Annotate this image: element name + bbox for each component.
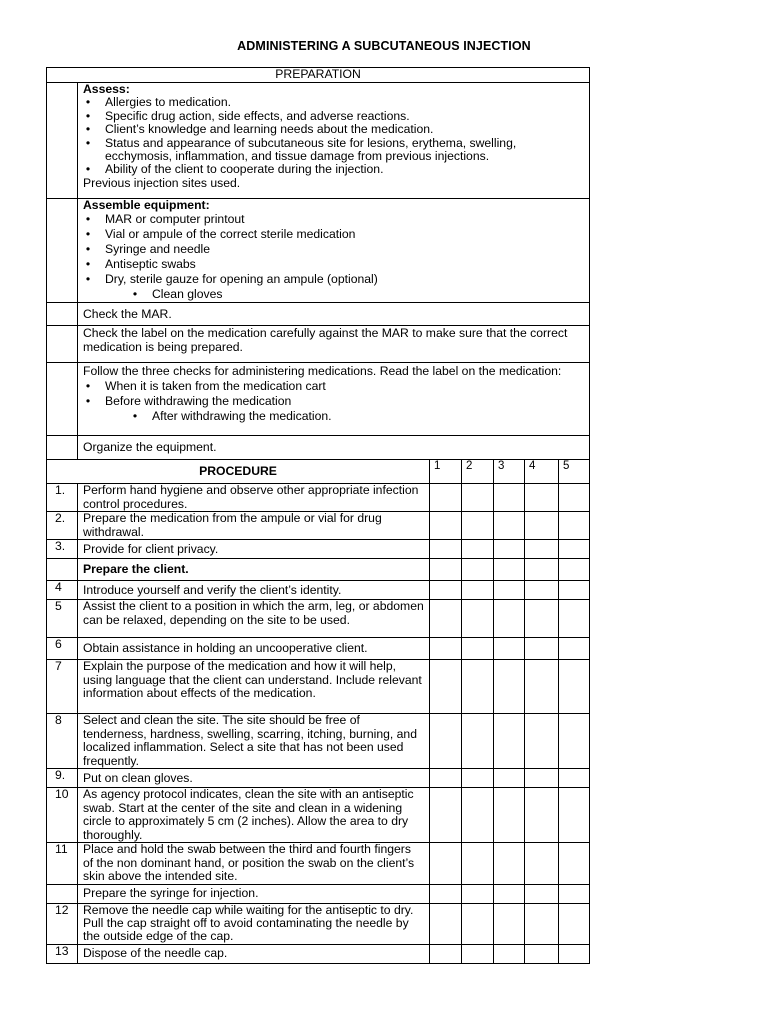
score-cell[interactable]: [430, 484, 462, 512]
equipment-cell: [78, 199, 590, 303]
score-cell[interactable]: [525, 660, 559, 714]
procedure-row: [47, 512, 590, 540]
score-cell[interactable]: [525, 714, 559, 769]
score-cell[interactable]: [525, 559, 559, 581]
step-number: 9.: [47, 769, 78, 788]
score-cell[interactable]: [494, 769, 525, 788]
procedure-row: [47, 638, 590, 660]
step-text: Put on clean gloves.: [78, 769, 430, 788]
step-number: [47, 884, 78, 903]
check-mar-row: [47, 303, 590, 326]
step-number: 2.: [47, 512, 78, 540]
procedure-row: [47, 769, 590, 788]
step-number: [47, 559, 78, 581]
empty-cell: [47, 363, 78, 436]
score-cell[interactable]: [559, 788, 590, 843]
procedure-row: [47, 581, 590, 600]
check-mar-heading: Check the MAR.: [78, 303, 590, 326]
assess-item: • Allergies to medication.: [105, 96, 584, 109]
step-number: 10: [47, 788, 78, 843]
score-cell[interactable]: [462, 540, 494, 559]
score-cell[interactable]: [494, 660, 525, 714]
step-text: Obtain assistance in holding an uncooperative client.: [78, 638, 430, 660]
empty-cell: [47, 326, 78, 363]
procedure-row: [47, 788, 590, 843]
three-checks-list: [83, 379, 584, 424]
score-column-header: 3: [494, 460, 525, 484]
three-checks-item: • When it is taken from the medication cart: [105, 379, 584, 394]
step-text: Select and clean the site. The site should be free of tenderness, hardness, swelling, scarring, itching, burning, and localized inflammation. Select a site that has not been used frequently.: [78, 714, 430, 769]
score-cell[interactable]: [430, 884, 462, 903]
score-cell[interactable]: [430, 600, 462, 638]
assess-list: [83, 96, 584, 176]
step-text: Place and hold the swab between the third and fourth fingers of the non dominant hand, or position the swab on the client’s skin above the intended site.: [78, 843, 430, 884]
score-cell[interactable]: [494, 581, 525, 600]
score-cell[interactable]: [462, 581, 494, 600]
step-number: 7: [47, 660, 78, 714]
three-checks-cell: [78, 363, 590, 436]
score-cell[interactable]: [462, 660, 494, 714]
score-cell[interactable]: [430, 512, 462, 540]
equipment-item: • Dry, sterile gauze for opening an ampule (optional): [105, 272, 584, 287]
step-number: 13: [47, 944, 78, 963]
score-cell[interactable]: [559, 843, 590, 884]
empty-cell: [47, 83, 78, 199]
step-text: Introduce yourself and verify the client’s identity.: [78, 581, 430, 600]
score-cell[interactable]: [494, 484, 525, 512]
score-cell[interactable]: [494, 788, 525, 843]
equipment-sub-item: • Clean gloves: [152, 287, 584, 302]
step-number: 4: [47, 581, 78, 600]
procedure-row: [47, 600, 590, 638]
assess-item: • Status and appearance of subcutaneous site for lesions, erythema, swelling, ecchymosis, inflammation, and tissue damage from previous injections.: [105, 137, 584, 164]
score-cell[interactable]: [559, 581, 590, 600]
empty-cell: [47, 436, 78, 460]
score-cell[interactable]: [462, 788, 494, 843]
score-cell[interactable]: [494, 638, 525, 660]
procedure-row: [47, 540, 590, 559]
procedure-row: [47, 884, 590, 903]
score-cell[interactable]: [525, 944, 559, 963]
score-cell[interactable]: [559, 944, 590, 963]
procedure-row: [47, 660, 590, 714]
score-cell[interactable]: [462, 512, 494, 540]
step-text: Prepare the syringe for injection.: [78, 884, 430, 903]
step-text: Prepare the client.: [78, 559, 430, 581]
score-cell[interactable]: [494, 903, 525, 944]
assess-row: [47, 83, 590, 199]
procedure-row: [47, 714, 590, 769]
procedure-row: [47, 559, 590, 581]
procedure-rows: [47, 484, 590, 963]
three-checks-item: • Before withdrawing the medication: [105, 394, 584, 409]
procedure-header: PROCEDURE: [47, 460, 430, 484]
assess-trailing: Previous injection sites used.: [83, 175, 241, 190]
score-column-header: 1: [430, 460, 462, 484]
score-cell[interactable]: [559, 559, 590, 581]
score-cell[interactable]: [559, 638, 590, 660]
score-cell[interactable]: [525, 484, 559, 512]
step-number: 8: [47, 714, 78, 769]
step-text: Explain the purpose of the medication and how it will help, using language that the client can understand. Include relevant information about effects of the medication.: [78, 660, 430, 714]
score-cell[interactable]: [462, 903, 494, 944]
check-label-row: [47, 326, 590, 363]
score-cell[interactable]: [494, 884, 525, 903]
score-cell[interactable]: [525, 600, 559, 638]
score-cell[interactable]: [430, 903, 462, 944]
equipment-item: • Syringe and needle: [105, 242, 584, 257]
step-text: Provide for client privacy.: [78, 540, 430, 559]
three-checks-row: [47, 363, 590, 436]
procedure-row: [47, 903, 590, 944]
document-title: ADMINISTERING A SUBCUTANEOUS INJECTION: [237, 39, 531, 53]
score-cell[interactable]: [462, 884, 494, 903]
step-number: 11: [47, 843, 78, 884]
organize-heading: Organize the equipment.: [78, 436, 590, 460]
check-label-text: Check the label on the medication carefully against the MAR to make sure that the correct medication is being prepared.: [78, 326, 590, 363]
score-cell[interactable]: [559, 540, 590, 559]
score-cell[interactable]: [525, 884, 559, 903]
score-cell[interactable]: [559, 484, 590, 512]
equipment-list: [83, 212, 584, 302]
score-cell[interactable]: [525, 843, 559, 884]
score-cell[interactable]: [430, 944, 462, 963]
score-column-header: 5: [559, 460, 590, 484]
procedure-row: [47, 484, 590, 512]
score-cell[interactable]: [494, 600, 525, 638]
empty-cell: [47, 199, 78, 303]
step-text: As agency protocol indicates, clean the site with an antiseptic swab. Start at the center of the site and clean in a widening circle to approximately 5 cm (2 inches). Allow the area to dry thoroughly.: [78, 788, 430, 843]
score-cell[interactable]: [525, 903, 559, 944]
score-cell[interactable]: [525, 540, 559, 559]
assess-heading: Assess:: [83, 82, 130, 96]
score-cell[interactable]: [559, 600, 590, 638]
step-number: 1.: [47, 484, 78, 512]
score-cell[interactable]: [559, 903, 590, 944]
score-cell[interactable]: [494, 540, 525, 559]
step-number: 3.: [47, 540, 78, 559]
step-number: 12: [47, 903, 78, 944]
score-cell[interactable]: [559, 660, 590, 714]
step-text: Perform hand hygiene and observe other appropriate infection control procedures.: [78, 484, 430, 512]
score-column-header: 4: [525, 460, 559, 484]
step-text: Prepare the medication from the ampule or vial for drug withdrawal.: [78, 512, 430, 540]
step-text: Assist the client to a position in which the arm, leg, or abdomen can be relaxed, depending on the site to be used.: [78, 600, 430, 638]
score-cell[interactable]: [525, 512, 559, 540]
score-cell[interactable]: [494, 714, 525, 769]
score-cell[interactable]: [525, 769, 559, 788]
three-checks-sub-item: • After withdrawing the medication.: [152, 409, 584, 424]
score-cell[interactable]: [559, 884, 590, 903]
score-cell[interactable]: [494, 512, 525, 540]
score-cell[interactable]: [430, 660, 462, 714]
assess-item: • Specific drug action, side effects, and adverse reactions.: [105, 110, 584, 123]
checklist-table: [46, 67, 590, 964]
equipment-row: [47, 199, 590, 303]
step-number: 5: [47, 600, 78, 638]
score-cell[interactable]: [525, 581, 559, 600]
score-cell[interactable]: [430, 714, 462, 769]
score-cell[interactable]: [494, 843, 525, 884]
score-column-header: 2: [462, 460, 494, 484]
score-cell[interactable]: [462, 600, 494, 638]
preparation-header-row: [47, 68, 590, 83]
score-cell[interactable]: [462, 484, 494, 512]
equipment-item: • Vial or ampule of the correct sterile medication: [105, 227, 584, 242]
score-cell[interactable]: [430, 540, 462, 559]
score-cell[interactable]: [462, 714, 494, 769]
equipment-item: • MAR or computer printout: [105, 212, 584, 227]
score-cell[interactable]: [430, 843, 462, 884]
score-cell[interactable]: [430, 638, 462, 660]
score-cell[interactable]: [559, 714, 590, 769]
procedure-row: [47, 944, 590, 963]
score-cell[interactable]: [525, 788, 559, 843]
step-number: 6: [47, 638, 78, 660]
step-text: Dispose of the needle cap.: [78, 944, 430, 963]
procedure-header-row: [47, 460, 590, 484]
score-cell[interactable]: [559, 769, 590, 788]
score-cell[interactable]: [430, 769, 462, 788]
preparation-header: PREPARATION: [47, 68, 590, 83]
assess-cell: [78, 83, 590, 199]
score-cell[interactable]: [430, 788, 462, 843]
assess-item: • Client’s knowledge and learning needs about the medication.: [105, 123, 584, 136]
step-text: Remove the needle cap while waiting for the antiseptic to dry. Pull the cap straight off to avoid contaminating the needle by the outside edge of the cap.: [78, 903, 430, 944]
empty-cell: [47, 303, 78, 326]
score-cell[interactable]: [494, 559, 525, 581]
score-cell[interactable]: [559, 512, 590, 540]
score-cell[interactable]: [430, 581, 462, 600]
organize-row: [47, 436, 590, 460]
score-cell[interactable]: [462, 638, 494, 660]
score-cell[interactable]: [462, 944, 494, 963]
score-cell[interactable]: [462, 843, 494, 884]
score-cell[interactable]: [462, 559, 494, 581]
score-cell[interactable]: [494, 944, 525, 963]
assess-item: • Ability of the client to cooperate during the injection.: [105, 163, 584, 176]
equipment-item: • Antiseptic swabs: [105, 257, 584, 272]
equipment-heading: Assemble equipment:: [83, 198, 210, 212]
score-cell[interactable]: [525, 638, 559, 660]
three-checks-intro: Follow the three checks for administering medications. Read the label on the medication:: [83, 364, 562, 379]
procedure-row: [47, 843, 590, 884]
score-cell[interactable]: [462, 769, 494, 788]
score-cell[interactable]: [430, 559, 462, 581]
